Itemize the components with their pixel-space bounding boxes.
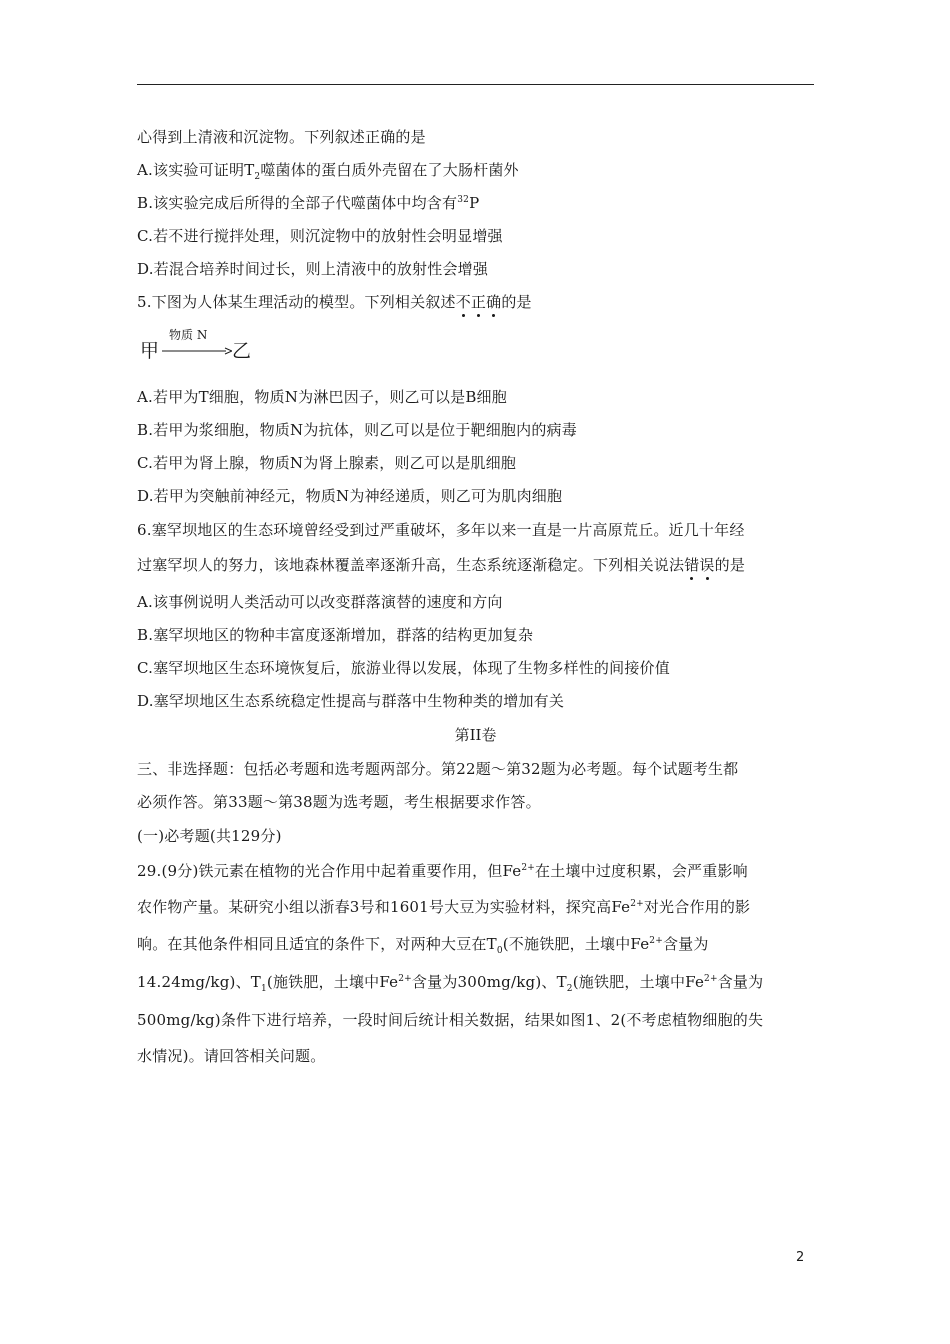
- q4-option-c: C.若不进行搅拌处理，则沉淀物中的放射性会明显增强: [137, 227, 503, 245]
- q29-line5: 500mg/kg)条件下进行培养，一段时间后统计相关数据，结果如图1、2(不考虑植物细胞的失: [137, 1011, 764, 1029]
- q5-option-a: A.若甲为T细胞，物质N为淋巴因子，则乙可以是B细胞: [137, 388, 507, 406]
- emphasis-char: 不: [455, 293, 471, 311]
- q6-option-b: B.塞罕坝地区的物种丰富度逐渐增加，群落的结构更加复杂: [137, 626, 534, 644]
- q6-stem-line2: 过塞罕坝人的努力，该地森林覆盖率逐渐升高，生态系统逐渐稳定。下列相关说法错误的是: [137, 556, 746, 574]
- arrow-icon: [162, 347, 232, 355]
- q6-option-a: A.该事例说明人类活动可以改变群落演替的速度和方向: [137, 593, 503, 611]
- q5-stem: 5.下图为人体某生理活动的模型。下列相关叙述不正确的是: [137, 293, 532, 311]
- q4-option-a: A.该实验可证明$T_2$噬菌体的蛋白质外壳留在了大肠杆菌外: [137, 161, 519, 182]
- q6-option-d: D.塞罕坝地区生态系统稳定性提高与群落中生物种类的增加有关: [137, 692, 565, 710]
- section-title: 第II卷: [454, 726, 497, 744]
- diagram-arrow-label: 物质 N: [169, 328, 208, 342]
- q6-option-c: C.塞罕坝地区生态环境恢复后，旅游业得以发展，体现了生物多样性的间接价值: [137, 659, 670, 677]
- q5-option-c: C.若甲为肾上腺，物质N为肾上腺素，则乙可以是肌细胞: [137, 454, 517, 472]
- emphasis-char: 确: [486, 293, 502, 311]
- emphasis-char: 错: [684, 556, 700, 574]
- q29-line1: 29.(9分)铁元素在植物的光合作用中起着重要作用，但$Fe^{2+}$在土壤中过度积累，会严重影响: [137, 862, 748, 880]
- q29-line4: 14.24mg/kg)、$T_1$(施铁肥，土壤中$Fe^{2+}$含量为300mg/kg)、$T_2$(施铁肥，土壤中$Fe^{2+}$含量为: [137, 973, 764, 994]
- q4-stem-tail: 心得到上清液和沉淀物。下列叙述正确的是: [137, 128, 426, 146]
- q6-stem-line1: 6.塞罕坝地区的生态环境曾经受到过严重破坏，多年以来一直是一片高原荒丘。近几十年经: [137, 521, 745, 539]
- section-intro-line2: 必须作答。第33题～第38题为选考题，考生根据要求作答。: [137, 793, 541, 811]
- diagram-target: 乙: [232, 340, 252, 362]
- q5-option-d: D.若甲为突触前神经元，物质N为神经递质，则乙可为肌肉细胞: [137, 487, 563, 505]
- section-intro-line1: 三、非选择题：包括必考题和选考题两部分。第22题～第32题为必考题。每个试题考生都: [137, 760, 739, 778]
- q29-line3: 响。在其他条件相同且适宜的条件下，对两种大豆在$T_0$(不施铁肥，土壤中$Fe^{2+}$含量为: [137, 935, 709, 956]
- q5-option-b: B.若甲为浆细胞，物质N为抗体，则乙可以是位于靶细胞内的病毒: [137, 421, 577, 439]
- diagram-source: 甲: [140, 340, 160, 362]
- process-diagram: [140, 330, 260, 364]
- q29-line6: 水情况)。请回答相关问题。: [137, 1047, 326, 1065]
- emphasis-char: 正: [470, 293, 487, 311]
- q29-line2: 农作物产量。某研究小组以浙春3号和1601号大豆为实验材料，探究高$Fe^{2+}$对光合作用的影: [137, 898, 751, 916]
- emphasis-char: 误: [699, 556, 715, 574]
- required-header: (一)必考题(共129分): [137, 827, 282, 845]
- q4-option-b: B.该实验完成后所得的全部子代噬菌体中均含有$^{32}$P: [137, 194, 480, 212]
- page-number: 2: [796, 1250, 805, 1265]
- q4-option-d: D.若混合培养时间过长，则上清液中的放射性会增强: [137, 260, 489, 278]
- header-rule: [137, 84, 814, 85]
